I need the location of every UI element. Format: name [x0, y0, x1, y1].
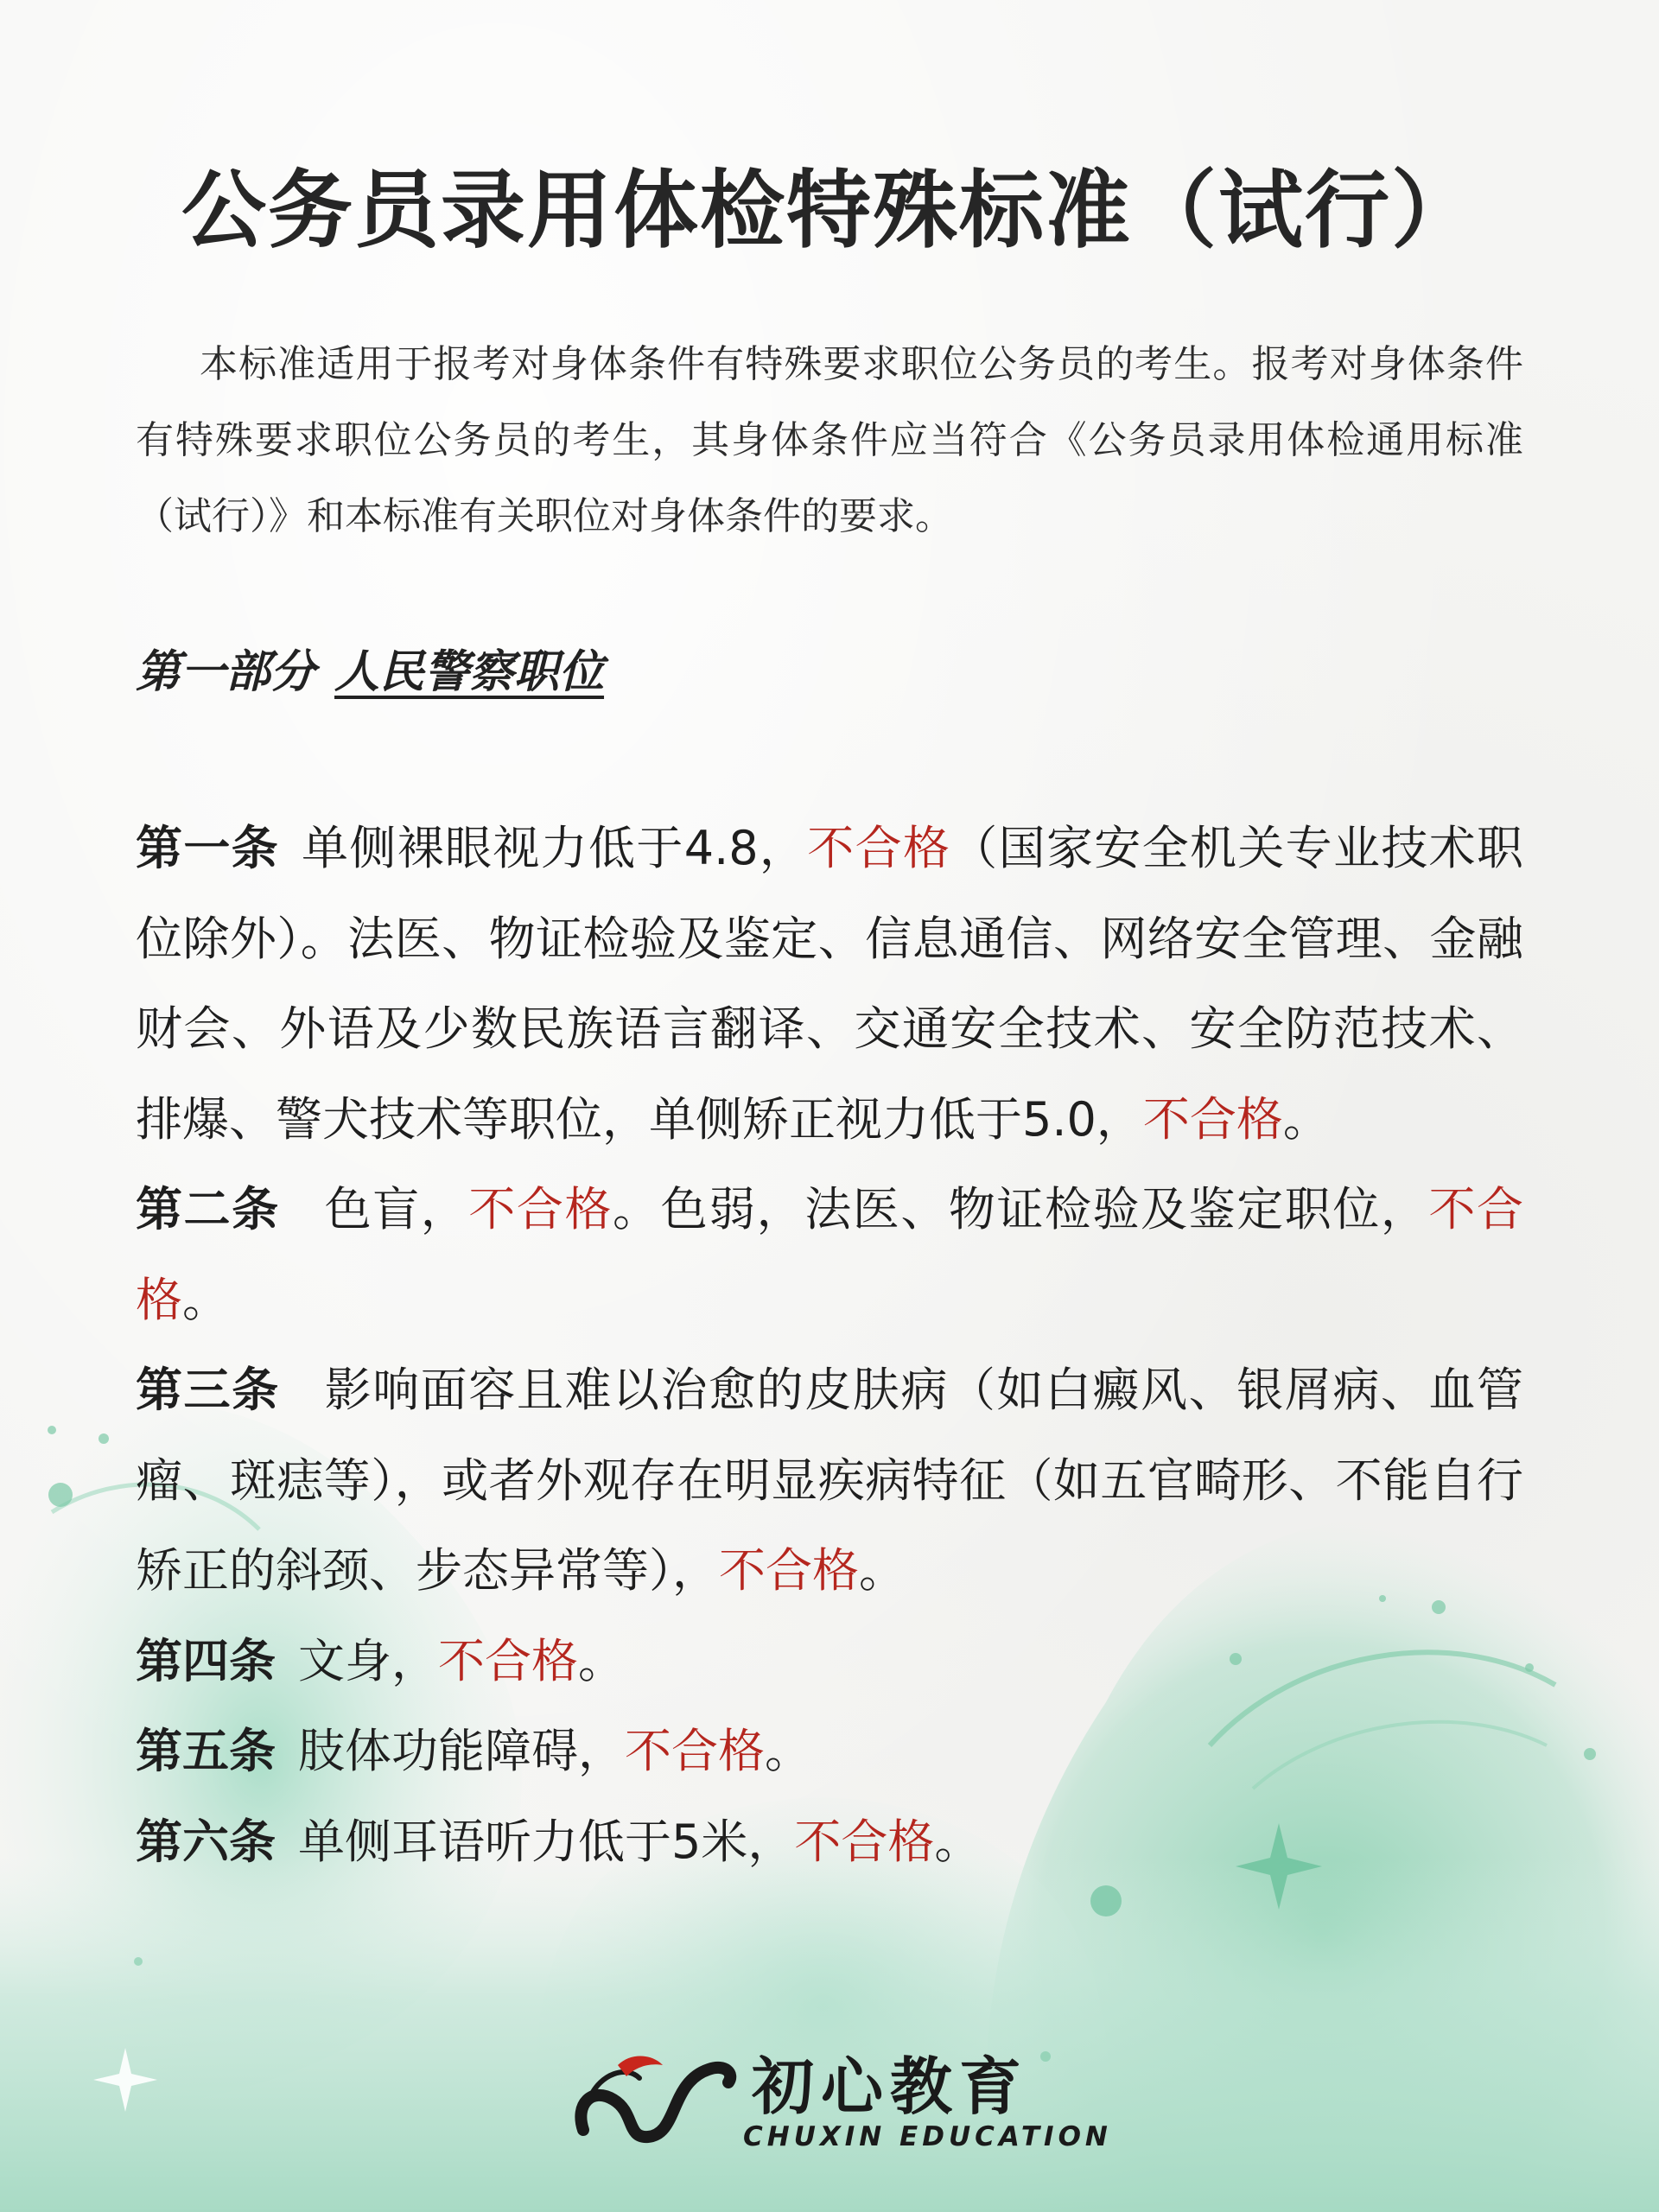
brand-name: 初心教育 [752, 2050, 1029, 2123]
article-list [136, 804, 1523, 1887]
article-text: 单侧耳语听力低于5米， [298, 1814, 795, 1869]
verdict-text: 不合格 [1142, 1091, 1283, 1147]
verdict-text: 不合格 [794, 1814, 935, 1869]
article-1 [136, 804, 1523, 1165]
verdict-text: 不合格 [438, 1633, 578, 1688]
article-text: 色盲， [324, 1182, 469, 1236]
section-name: 人民警察职位 [334, 646, 605, 698]
brand-english: CHUXIN EDUCATION [743, 2121, 1112, 2152]
article-3 [136, 1345, 1523, 1617]
verdict-text: 不合格 [807, 821, 951, 875]
verdict-text: 不合格 [468, 1182, 613, 1236]
verdict-text: 不合格 [625, 1724, 765, 1778]
article-6 [136, 1797, 1523, 1888]
article-text: 单侧裸眼视力低于4.8， [302, 821, 808, 875]
article-5 [136, 1707, 1523, 1797]
article-text: 。 [182, 1272, 229, 1327]
article-text: 影响面容且难以治愈的皮肤病（如白癜风、银屑病、血管瘤、斑痣等），或者外观存在明显疾病特征（如五官畸形、不能自行矫正的斜颈、步态异常等）， [136, 1363, 1524, 1598]
verdict-text: 不合格 [136, 1182, 1524, 1327]
article-label: 第四条 [136, 1633, 276, 1688]
article-label: 第三条 [136, 1363, 280, 1417]
article-label: 第六条 [136, 1814, 276, 1869]
page-title: 公务员录用体检特殊标准（试行） [181, 162, 1478, 260]
article-text: （国家安全机关专业技术职位除外）。法医、物证检验及鉴定、信息通信、网络安全管理、金融财会、外语及少数民族语言翻译、交通安全技术、安全防范技术、排爆、警犬技术等职位，单侧矫正视力低于5.0， [136, 821, 1524, 1147]
article-text: 。色弱，法医、物证检验及鉴定职位， [613, 1182, 1429, 1236]
article-text: 文身， [298, 1633, 438, 1688]
section-part: 第一部分 [136, 646, 316, 698]
section-heading [136, 635, 604, 700]
article-text: 。 [1282, 1091, 1330, 1147]
article-text: 。 [578, 1633, 625, 1688]
brush-logo-icon [566, 2035, 739, 2164]
article-4 [136, 1617, 1523, 1707]
article-label: 第二条 [136, 1182, 280, 1236]
intro-paragraph: 本标准适用于报考对身体条件有特殊要求职位公务员的考生。报考对身体条件有特殊要求职位公务员的考生，其身体条件应当符合《公务员录用体检通用标准（试行）》和本标准有关职位对身体条件的要求。 [136, 342, 1523, 538]
article-label: 第五条 [136, 1724, 276, 1778]
article-text: 。 [859, 1543, 906, 1598]
brand-logo [566, 2035, 1112, 2164]
article-text: 。 [765, 1724, 811, 1778]
article-2 [136, 1165, 1523, 1345]
article-label: 第一条 [136, 821, 280, 875]
verdict-text: 不合格 [719, 1543, 859, 1598]
article-text: 。 [934, 1814, 982, 1869]
article-text: 肢体功能障碍， [298, 1724, 625, 1778]
